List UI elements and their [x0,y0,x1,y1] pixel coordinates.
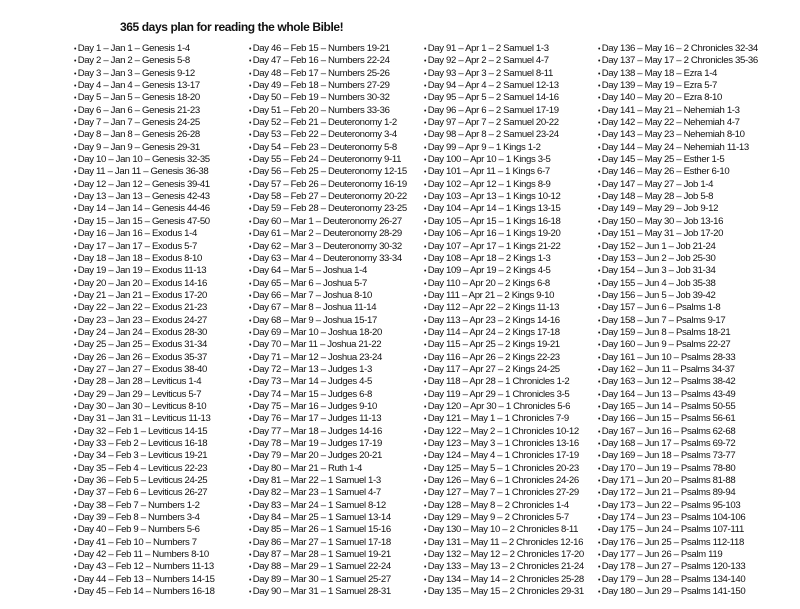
reading-day-item: • Day 173 – Jun 22 – Psalms 95-103 [598,500,758,512]
reading-day-item: • Day 164 – Jun 13 – Psalms 43-49 [598,389,758,401]
reading-day-item: • Day 28 – Jan 28 – Leviticus 1-4 [74,376,215,388]
reading-day-item: • Day 176 – Jun 25 – Psalms 112-118 [598,537,758,549]
reading-day-item: • Day 38 – Feb 7 – Numbers 1-2 [74,500,215,512]
reading-day-item: • Day 144 – May 24 – Nehemiah 11-13 [598,142,758,154]
reading-day-item: • Day 168 – Jun 17 – Psalms 69-72 [598,438,758,450]
reading-day-item: • Day 179 – Jun 28 – Psalms 134-140 [598,574,758,586]
reading-day-item: • Day 89 – Mar 30 – 1 Samuel 25-27 [249,574,407,586]
reading-day-item: • Day 136 – May 16 – 2 Chronicles 32-34 [598,43,758,55]
reading-day-item: • Day 172 – Jun 21 – Psalms 89-94 [598,487,758,499]
reading-day-item: • Day 1 – Jan 1 – Genesis 1-4 [74,43,215,55]
reading-day-item: • Day 67 – Mar 8 – Joshua 11-14 [249,302,407,314]
reading-day-item: • Day 118 – Apr 28 – 1 Chronicles 1-2 [424,376,584,388]
reading-day-item: • Day 54 – Feb 23 – Deuteronomy 5-8 [249,142,407,154]
reading-day-item: • Day 105 – Apr 15 – 1 Kings 16-18 [424,216,584,228]
reading-day-item: • Day 152 – Jun 1 – Job 21-24 [598,241,758,253]
reading-day-item: • Day 109 – Apr 19 – 2 Kings 4-5 [424,265,584,277]
reading-day-item: • Day 80 – Mar 21 – Ruth 1-4 [249,463,407,475]
reading-day-item: • Day 4 – Jan 4 – Genesis 13-17 [74,80,215,92]
reading-day-item: • Day 120 – Apr 30 – 1 Chronicles 5-6 [424,401,584,413]
reading-day-item: • Day 13 – Jan 13 – Genesis 42-43 [74,191,215,203]
reading-day-item: • Day 32 – Feb 1 – Leviticus 14-15 [74,426,215,438]
reading-day-item: • Day 78 – Mar 19 – Judges 17-19 [249,438,407,450]
reading-day-item: • Day 58 – Feb 27 – Deuteronomy 20-22 [249,191,407,203]
reading-day-item: • Day 68 – Mar 9 – Joshua 15-17 [249,315,407,327]
reading-day-item: • Day 62 – Mar 3 – Deuteronomy 30-32 [249,241,407,253]
reading-day-item: • Day 16 – Jan 16 – Exodus 1-4 [74,228,215,240]
reading-day-item: • Day 56 – Feb 25 – Deuteronomy 12-15 [249,166,407,178]
reading-day-item: • Day 170 – Jun 19 – Psalms 78-80 [598,463,758,475]
reading-day-item: • Day 139 – May 19 – Ezra 5-7 [598,80,758,92]
reading-day-item: • Day 115 – Apr 25 – 2 Kings 19-21 [424,339,584,351]
reading-day-item: • Day 61 – Mar 2 – Deuteronomy 28-29 [249,228,407,240]
reading-day-item: • Day 64 – Mar 5 – Joshua 1-4 [249,265,407,277]
reading-day-item: • Day 133 – May 13 – 2 Chronicles 21-24 [424,561,584,573]
reading-day-item: • Day 23 – Jan 23 – Exodus 24-27 [74,315,215,327]
reading-day-item: • Day 140 – May 20 – Ezra 8-10 [598,92,758,104]
reading-day-item: • Day 43 – Feb 12 – Numbers 11-13 [74,561,215,573]
reading-day-item: • Day 92 – Apr 2 – 2 Samuel 4-7 [424,55,584,67]
reading-day-item: • Day 65 – Mar 6 – Joshua 5-7 [249,278,407,290]
reading-day-item: • Day 59 – Feb 28 – Deuteronomy 23-25 [249,203,407,215]
reading-day-item: • Day 174 – Jun 23 – Psalms 104-106 [598,512,758,524]
reading-day-item: • Day 17 – Jan 17 – Exodus 5-7 [74,241,215,253]
reading-day-item: • Day 95 – Apr 5 – 2 Samuel 14-16 [424,92,584,104]
reading-day-item: • Day 146 – May 26 – Esther 6-10 [598,166,758,178]
reading-day-item: • Day 90 – Mar 31 – 1 Samuel 28-31 [249,586,407,598]
reading-day-item: • Day 86 – Mar 27 – 1 Samuel 17-18 [249,537,407,549]
reading-day-item: • Day 150 – May 30 – Job 13-16 [598,216,758,228]
reading-day-item: • Day 97 – Apr 7 – 2 Samuel 20-22 [424,117,584,129]
reading-day-item: • Day 126 – May 6 – 1 Chronicles 24-26 [424,475,584,487]
reading-day-item: • Day 110 – Apr 20 – 2 Kings 6-8 [424,278,584,290]
reading-day-item: • Day 12 – Jan 12 – Genesis 39-41 [74,179,215,191]
reading-day-item: • Day 87 – Mar 28 – 1 Samuel 19-21 [249,549,407,561]
reading-day-item: • Day 148 – May 28 – Job 5-8 [598,191,758,203]
reading-day-item: • Day 20 – Jan 20 – Exodus 14-16 [74,278,215,290]
reading-day-item: • Day 29 – Jan 29 – Leviticus 5-7 [74,389,215,401]
reading-day-item: • Day 158 – Jun 7 – Psalms 9-17 [598,315,758,327]
reading-day-item: • Day 122 – May 2 – 1 Chronicles 10-12 [424,426,584,438]
reading-day-item: • Day 149 – May 29 – Job 9-12 [598,203,758,215]
reading-day-item: • Day 175 – Jun 24 – Psalms 107-111 [598,524,758,536]
reading-column-3 [424,43,584,598]
reading-day-item: • Day 91 – Apr 1 – 2 Samuel 1-3 [424,43,584,55]
reading-day-item: • Day 159 – Jun 8 – Psalms 18-21 [598,327,758,339]
reading-day-item: • Day 10 – Jan 10 – Genesis 32-35 [74,154,215,166]
reading-day-item: • Day 71 – Mar 12 – Joshua 23-24 [249,352,407,364]
reading-day-item: • Day 47 – Feb 16 – Numbers 22-24 [249,55,407,67]
reading-day-item: • Day 99 – Apr 9 – 1 Kings 1-2 [424,142,584,154]
reading-day-item: • Day 113 – Apr 23 – 2 Kings 14-16 [424,315,584,327]
reading-day-item: • Day 166 – Jun 15 – Psalms 56-61 [598,413,758,425]
reading-day-item: • Day 26 – Jan 26 – Exodus 35-37 [74,352,215,364]
reading-day-item: • Day 6 – Jan 6 – Genesis 21-23 [74,105,215,117]
reading-day-item: • Day 45 – Feb 14 – Numbers 16-18 [74,586,215,598]
reading-day-item: • Day 88 – Mar 29 – 1 Samuel 22-24 [249,561,407,573]
reading-day-item: • Day 33 – Feb 2 – Leviticus 16-18 [74,438,215,450]
reading-day-item: • Day 36 – Feb 5 – Leviticus 24-25 [74,475,215,487]
reading-day-item: • Day 40 – Feb 9 – Numbers 5-6 [74,524,215,536]
reading-day-item: • Day 21 – Jan 21 – Exodus 17-20 [74,290,215,302]
reading-day-item: • Day 103 – Apr 13 – 1 Kings 10-12 [424,191,584,203]
reading-day-item: • Day 14 – Jan 14 – Genesis 44-46 [74,203,215,215]
reading-day-item: • Day 111 – Apr 21 – 2 Kings 9-10 [424,290,584,302]
reading-day-item: • Day 143 – May 23 – Nehemiah 8-10 [598,129,758,141]
reading-day-item: • Day 34 – Feb 3 – Leviticus 19-21 [74,450,215,462]
reading-day-item: • Day 69 – Mar 10 – Joshua 18-20 [249,327,407,339]
reading-day-item: • Day 135 – May 15 – 2 Chronicles 29-31 [424,586,584,598]
reading-day-item: • Day 39 – Feb 8 – Numbers 3-4 [74,512,215,524]
reading-day-item: • Day 142 – May 22 – Nehemiah 4-7 [598,117,758,129]
reading-day-item: • Day 53 – Feb 22 – Deuteronomy 3-4 [249,129,407,141]
reading-day-item: • Day 15 – Jan 15 – Genesis 47-50 [74,216,215,228]
reading-day-item: • Day 124 – May 4 – 1 Chronicles 17-19 [424,450,584,462]
reading-day-item: • Day 156 – Jun 5 – Job 39-42 [598,290,758,302]
reading-day-item: • Day 129 – May 9 – 2 Chronicles 5-7 [424,512,584,524]
reading-day-item: • Day 145 – May 25 – Esther 1-5 [598,154,758,166]
reading-day-item: • Day 9 – Jan 9 – Genesis 29-31 [74,142,215,154]
reading-day-item: • Day 171 – Jun 20 – Psalms 81-88 [598,475,758,487]
reading-day-item: • Day 96 – Apr 6 – 2 Samuel 17-19 [424,105,584,117]
reading-day-item: • Day 165 – Jun 14 – Psalms 50-55 [598,401,758,413]
reading-day-item: • Day 79 – Mar 20 – Judges 20-21 [249,450,407,462]
reading-day-item: • Day 2 – Jan 2 – Genesis 5-8 [74,55,215,67]
reading-day-item: • Day 153 – Jun 2 – Job 25-30 [598,253,758,265]
reading-day-item: • Day 44 – Feb 13 – Numbers 14-15 [74,574,215,586]
reading-day-item: • Day 130 – May 10 – 2 Chronicles 8-11 [424,524,584,536]
reading-day-item: • Day 163 – Jun 12 – Psalms 38-42 [598,376,758,388]
reading-day-item: • Day 132 – May 12 – 2 Chronicles 17-20 [424,549,584,561]
reading-column-4 [598,43,758,598]
reading-day-item: • Day 25 – Jan 25 – Exodus 31-34 [74,339,215,351]
reading-day-item: • Day 127 – May 7 – 1 Chronicles 27-29 [424,487,584,499]
reading-day-item: • Day 31 – Jan 31 – Leviticus 11-13 [74,413,215,425]
reading-day-item: • Day 160 – Jun 9 – Psalms 22-27 [598,339,758,351]
reading-day-item: • Day 18 – Jan 18 – Exodus 8-10 [74,253,215,265]
reading-day-item: • Day 11 – Jan 11 – Genesis 36-38 [74,166,215,178]
reading-day-item: • Day 82 – Mar 23 – 1 Samuel 4-7 [249,487,407,499]
reading-day-item: • Day 169 – Jun 18 – Psalms 73-77 [598,450,758,462]
reading-day-item: • Day 83 – Mar 24 – 1 Samuel 8-12 [249,500,407,512]
reading-day-item: • Day 106 – Apr 16 – 1 Kings 19-20 [424,228,584,240]
reading-day-item: • Day 46 – Feb 15 – Numbers 19-21 [249,43,407,55]
reading-day-item: • Day 74 – Mar 15 – Judges 6-8 [249,389,407,401]
reading-day-item: • Day 5 – Jan 5 – Genesis 18-20 [74,92,215,104]
reading-day-item: • Day 125 – May 5 – 1 Chronicles 20-23 [424,463,584,475]
reading-day-item: • Day 77 – Mar 18 – Judges 14-16 [249,426,407,438]
reading-day-item: • Day 117 – Apr 27 – 2 Kings 24-25 [424,364,584,376]
reading-day-item: • Day 76 – Mar 17 – Judges 11-13 [249,413,407,425]
reading-day-item: • Day 19 – Jan 19 – Exodus 11-13 [74,265,215,277]
reading-day-item: • Day 48 – Feb 17 – Numbers 25-26 [249,68,407,80]
reading-day-item: • Day 85 – Mar 26 – 1 Samuel 15-16 [249,524,407,536]
reading-day-item: • Day 8 – Jan 8 – Genesis 26-28 [74,129,215,141]
reading-day-item: • Day 178 – Jun 27 – Psalms 120-133 [598,561,758,573]
reading-day-item: • Day 73 – Mar 14 – Judges 4-5 [249,376,407,388]
reading-day-item: • Day 50 – Feb 19 – Numbers 30-32 [249,92,407,104]
reading-column-1 [74,43,215,598]
reading-day-item: • Day 162 – Jun 11 – Psalms 34-37 [598,364,758,376]
reading-day-item: • Day 49 – Feb 18 – Numbers 27-29 [249,80,407,92]
reading-day-item: • Day 157 – Jun 6 – Psalms 1-8 [598,302,758,314]
reading-day-item: • Day 60 – Mar 1 – Deuteronomy 26-27 [249,216,407,228]
reading-day-item: • Day 137 – May 17 – 2 Chronicles 35-36 [598,55,758,67]
reading-day-item: • Day 141 – May 21 – Nehemiah 1-3 [598,105,758,117]
reading-day-item: • Day 104 – Apr 14 – 1 Kings 13-15 [424,203,584,215]
reading-day-item: • Day 128 – May 8 – 2 Chronicles 1-4 [424,500,584,512]
reading-day-item: • Day 147 – May 27 – Job 1-4 [598,179,758,191]
reading-day-item: • Day 121 – May 1 – 1 Chronicles 7-9 [424,413,584,425]
reading-day-item: • Day 138 – May 18 – Ezra 1-4 [598,68,758,80]
reading-day-item: • Day 161 – Jun 10 – Psalms 28-33 [598,352,758,364]
reading-day-item: • Day 180 – Jun 29 – Psalms 141-150 [598,586,758,598]
reading-day-item: • Day 72 – Mar 13 – Judges 1-3 [249,364,407,376]
reading-day-item: • Day 114 – Apr 24 – 2 Kings 17-18 [424,327,584,339]
reading-day-item: • Day 51 – Feb 20 – Numbers 33-36 [249,105,407,117]
reading-day-item: • Day 108 – Apr 18 – 2 Kings 1-3 [424,253,584,265]
reading-day-item: • Day 154 – Jun 3 – Job 31-34 [598,265,758,277]
reading-day-item: • Day 30 – Jan 30 – Leviticus 8-10 [74,401,215,413]
reading-day-item: • Day 37 – Feb 6 – Leviticus 26-27 [74,487,215,499]
reading-day-item: • Day 3 – Jan 3 – Genesis 9-12 [74,68,215,80]
reading-day-item: • Day 27 – Jan 27 – Exodus 38-40 [74,364,215,376]
reading-day-item: • Day 155 – Jun 4 – Job 35-38 [598,278,758,290]
reading-day-item: • Day 63 – Mar 4 – Deuteronomy 33-34 [249,253,407,265]
reading-day-item: • Day 102 – Apr 12 – 1 Kings 8-9 [424,179,584,191]
reading-day-item: • Day 98 – Apr 8 – 2 Samuel 23-24 [424,129,584,141]
reading-day-item: • Day 57 – Feb 26 – Deuteronomy 16-19 [249,179,407,191]
reading-day-item: • Day 35 – Feb 4 – Leviticus 22-23 [74,463,215,475]
reading-day-item: • Day 119 – Apr 29 – 1 Chronicles 3-5 [424,389,584,401]
reading-day-item: • Day 42 – Feb 11 – Numbers 8-10 [74,549,215,561]
reading-day-item: • Day 123 – May 3 – 1 Chronicles 13-16 [424,438,584,450]
reading-day-item: • Day 93 – Apr 3 – 2 Samuel 8-11 [424,68,584,80]
reading-day-item: • Day 177 – Jun 26 – Psalm 119 [598,549,758,561]
reading-day-item: • Day 24 – Jan 24 – Exodus 28-30 [74,327,215,339]
reading-day-item: • Day 75 – Mar 16 – Judges 9-10 [249,401,407,413]
reading-day-item: • Day 81 – Mar 22 – 1 Samuel 1-3 [249,475,407,487]
reading-day-item: • Day 94 – Apr 4 – 2 Samuel 12-13 [424,80,584,92]
reading-day-item: • Day 55 – Feb 24 – Deuteronomy 9-11 [249,154,407,166]
reading-day-item: • Day 151 – May 31 – Job 17-20 [598,228,758,240]
reading-day-item: • Day 134 – May 14 – 2 Chronicles 25-28 [424,574,584,586]
reading-day-item: • Day 41 – Feb 10 – Numbers 7 [74,537,215,549]
reading-day-item: • Day 107 – Apr 17 – 1 Kings 21-22 [424,241,584,253]
reading-day-item: • Day 112 – Apr 22 – 2 Kings 11-13 [424,302,584,314]
reading-column-2 [249,43,407,598]
reading-day-item: • Day 7 – Jan 7 – Genesis 24-25 [74,117,215,129]
reading-day-item: • Day 84 – Mar 25 – 1 Samuel 13-14 [249,512,407,524]
reading-day-item: • Day 100 – Apr 10 – 1 Kings 3-5 [424,154,584,166]
reading-day-item: • Day 66 – Mar 7 – Joshua 8-10 [249,290,407,302]
reading-day-item: • Day 70 – Mar 11 – Joshua 21-22 [249,339,407,351]
reading-day-item: • Day 167 – Jun 16 – Psalms 62-68 [598,426,758,438]
reading-day-item: • Day 131 – May 11 – 2 Chronicles 12-16 [424,537,584,549]
page-title: 365 days plan for reading the whole Bible! [120,20,344,34]
reading-day-item: • Day 52 – Feb 21 – Deuteronomy 1-2 [249,117,407,129]
reading-day-item: • Day 116 – Apr 26 – 2 Kings 22-23 [424,352,584,364]
reading-day-item: • Day 101 – Apr 11 – 1 Kings 6-7 [424,166,584,178]
reading-day-item: • Day 22 – Jan 22 – Exodus 21-23 [74,302,215,314]
